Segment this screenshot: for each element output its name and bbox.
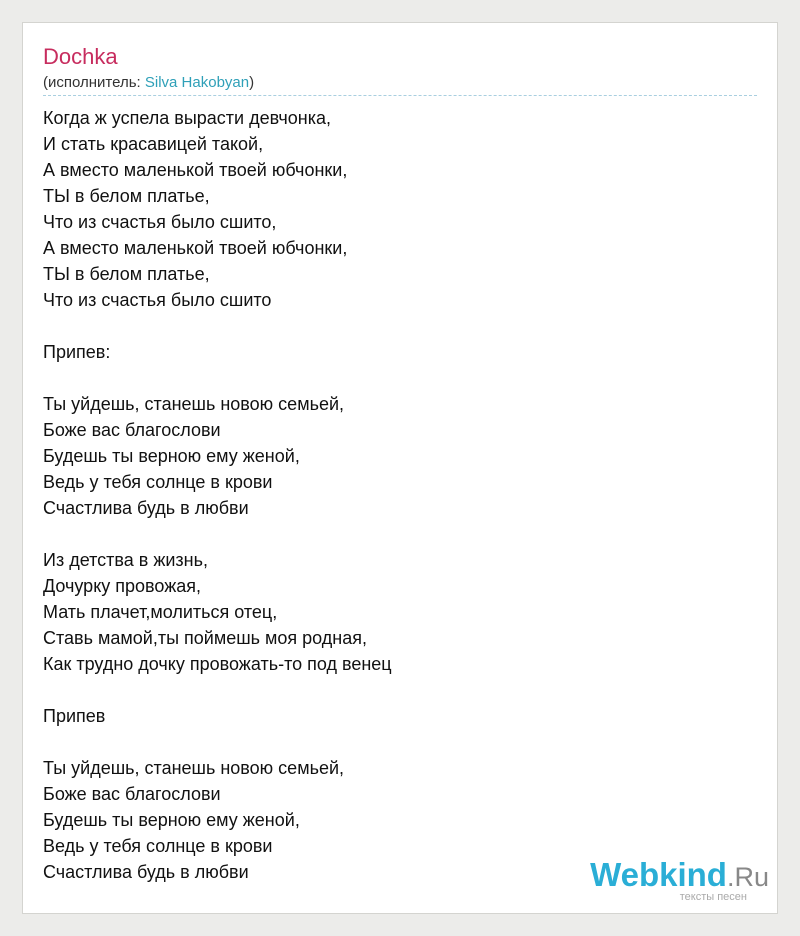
- title-divider: [43, 95, 757, 96]
- lyric-line: Ты уйдешь, станешь новою семьей,: [43, 394, 345, 414]
- lyric-gap: [43, 365, 757, 391]
- lyric-line: Ведь у тебя солнце в крови: [43, 472, 273, 492]
- logo-wordmark: [569, 857, 769, 895]
- logo-tagline: тексты песен: [679, 891, 747, 903]
- lyrics-card: [22, 22, 778, 914]
- lyric-line: Припев:: [43, 342, 111, 362]
- lyric-gap: [43, 729, 757, 755]
- lyric-line: Что из счастья было сшито,: [43, 212, 277, 232]
- lyric-line: Когда ж успела вырасти девчонка,: [43, 108, 331, 128]
- lyric-line: Ты уйдешь, станешь новою семьей,: [43, 758, 345, 778]
- lyric-line: Припев: [43, 706, 106, 726]
- lyric-line: Ставь мамой,ты поймешь моя родная,: [43, 628, 367, 648]
- lyric-line: ТЫ в белом платье,: [43, 186, 210, 206]
- lyric-line: Мать плачет,молиться отец,: [43, 602, 278, 622]
- logo-domain: .Ru: [726, 862, 769, 892]
- artist-suffix: ): [249, 74, 255, 91]
- webkind-logo[interactable]: [569, 857, 769, 907]
- lyric-gap: [43, 677, 757, 703]
- lyric-line: Что из счастья было сшито: [43, 290, 272, 310]
- artist-line: [43, 73, 254, 93]
- lyric-line: А вместо маленькой твоей юбчонки,: [43, 238, 348, 258]
- lyric-line: Счастлива будь в любви: [43, 498, 249, 518]
- lyric-gap: [43, 521, 757, 547]
- lyric-line: Боже вас благослови: [43, 784, 221, 804]
- lyric-line: Из детства в жизнь,: [43, 550, 208, 570]
- lyric-line: Счастлива будь в любви: [43, 862, 249, 882]
- lyric-line: Ведь у тебя солнце в крови: [43, 836, 273, 856]
- lyric-line: Дочурку провожая,: [43, 576, 202, 596]
- lyric-line: ТЫ в белом платье,: [43, 264, 210, 284]
- lyric-line: А вместо маленькой твоей юбчонки,: [43, 160, 348, 180]
- lyrics-body: [43, 105, 757, 885]
- lyric-gap: [43, 313, 757, 339]
- logo-name: Webkind: [590, 856, 727, 893]
- song-title: Dochka: [43, 44, 118, 69]
- artist-link[interactable]: Silva Hakobyan: [144, 74, 250, 91]
- lyric-line: Будешь ты верною ему женой,: [43, 446, 300, 466]
- lyric-line: Боже вас благослови: [43, 420, 221, 440]
- artist-prefix: (исполнитель:: [43, 74, 145, 91]
- lyric-line: И стать красавицей такой,: [43, 134, 264, 154]
- lyric-line: Будешь ты верною ему женой,: [43, 810, 300, 830]
- lyric-line: Как трудно дочку провожать-то под венец: [43, 654, 392, 674]
